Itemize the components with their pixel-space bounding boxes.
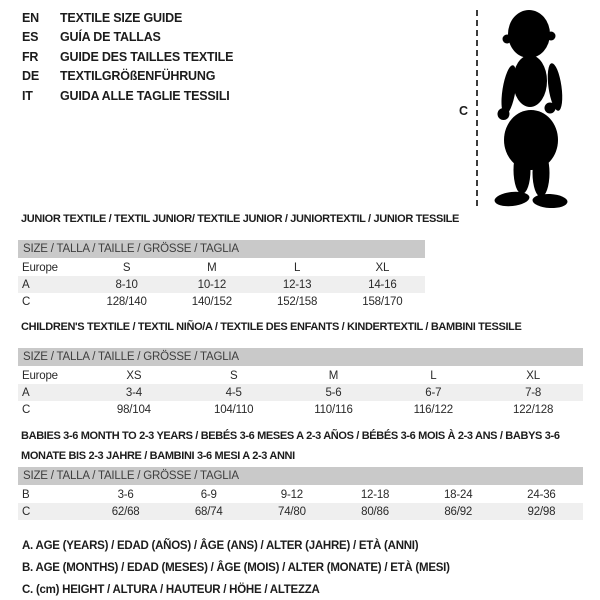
row-label: A [22, 386, 30, 399]
row-label: Europe [22, 369, 58, 382]
row-label: C [22, 403, 31, 416]
language-row [22, 9, 233, 28]
size-value-cell: 68/74 [194, 505, 223, 518]
size-value-cell: 158/170 [362, 295, 403, 308]
guide-title: GUÍA DE TALLAS [60, 30, 161, 45]
baby-left-foot [494, 190, 530, 208]
size-value-cell: 116/122 [413, 403, 453, 416]
size-value-cell: S [122, 261, 131, 274]
size-value-cell: 3-6 [117, 488, 134, 501]
size-value-cell: 7-8 [525, 386, 542, 399]
size-value-cell: 86/92 [444, 505, 473, 518]
size-value-cell: XL [375, 261, 390, 274]
size-value-cell: 122/128 [513, 403, 554, 416]
size-value-cell: 5-6 [325, 386, 342, 399]
language-row [22, 67, 233, 86]
size-value-cell: 80/86 [361, 505, 389, 518]
guide-title: GUIDE DES TAILLES TEXTILE [60, 49, 234, 64]
size-value-cell: 6-7 [425, 386, 442, 399]
language-code: ES [22, 30, 39, 45]
size-value-cell: 92/98 [527, 505, 556, 518]
height-measure-dashed-line [476, 10, 478, 206]
size-value-cell: 12-18 [360, 488, 390, 501]
row-label: Europe [22, 261, 58, 274]
language-row [22, 48, 233, 67]
size-value-cell: 6-9 [200, 488, 217, 501]
size-value-cell: S [229, 369, 238, 382]
size-value-cell: 62/68 [111, 505, 140, 518]
guide-title: TEXTILGRÖßENFÜHRUNG [60, 69, 216, 84]
guide-title: GUIDA ALLE TAGLIE TESSILI [60, 88, 230, 103]
size-value-cell: 3-4 [125, 386, 142, 399]
legend-notes [22, 536, 450, 600]
size-header-bar: SIZE / TALLA / TAILLE / GRÖSSE / TAGLIA [18, 240, 425, 258]
size-table [18, 367, 583, 418]
row-label: C [22, 505, 31, 518]
size-value-cell: L [430, 369, 437, 382]
size-value-cell: 104/110 [214, 403, 254, 416]
language-code: FR [22, 49, 39, 64]
children-size-table [18, 348, 583, 418]
size-value-cell: 12-13 [282, 278, 312, 291]
toddler-silhouette-icon [486, 6, 574, 208]
baby-left-leg [514, 146, 531, 194]
size-value-cell: 24-36 [527, 488, 556, 501]
row-label: C [22, 295, 31, 308]
size-value-cell: 9-12 [280, 488, 303, 501]
size-value-cell: XS [126, 369, 142, 382]
legend-note: A. AGE (YEARS) / EDAD (AÑOS) / ÂGE (ANS) / ALTER (JAHRE) / ETÀ (ANNI) [22, 540, 419, 552]
baby-right-foot [532, 193, 568, 208]
size-value-cell: 4-5 [225, 386, 242, 399]
row-label: A [22, 278, 30, 291]
language-code: IT [22, 88, 33, 103]
size-value-cell: XL [526, 369, 540, 382]
size-value-cell: 98/104 [116, 403, 151, 416]
baby-left-ear [503, 35, 512, 44]
baby-right-hand [545, 103, 556, 114]
size-value-cell: 140/152 [191, 295, 232, 308]
language-row [22, 28, 233, 47]
baby-torso [513, 55, 547, 107]
baby-right-ear [547, 32, 556, 41]
table-row [18, 401, 583, 418]
section-heading-junior: JUNIOR TEXTILE / TEXTIL JUNIOR/ TEXTILE JUNIOR / JUNIORTEXTIL / JUNIOR TESSILE [21, 213, 460, 225]
baby-head [508, 10, 550, 58]
size-value-cell: 18-24 [443, 488, 473, 501]
language-code: DE [22, 69, 39, 84]
size-header-bar: SIZE / TALLA / TAILLE / GRÖSSE / TAGLIA [18, 348, 583, 366]
junior-size-table [18, 240, 425, 310]
size-value-cell: M [207, 261, 217, 274]
table-row [18, 367, 583, 384]
size-value-cell: L [294, 261, 301, 274]
section-heading-babies: BABIES 3-6 MONTH TO 2-3 YEARS / BEBÉS 3-6 MESES A 2-3 AÑOS / BÉBÉS 3-6 MOIS À 2-3 ANS / BABYS 3-6 MONATE BIS 2-3 JAHRE / BAMBINI 3-6 MESI A 2-3 ANNI [21, 430, 560, 462]
size-table [18, 259, 425, 310]
guide-title: TEXTILE SIZE GUIDE [60, 11, 183, 25]
table-row [18, 486, 583, 503]
size-value-cell: 14-16 [368, 278, 397, 291]
row-label: B [22, 488, 30, 501]
size-value-cell: 152/158 [277, 295, 318, 308]
size-value-cell: 128/140 [106, 295, 147, 308]
table-row [18, 276, 425, 293]
table-row [18, 503, 583, 520]
height-measure-label: C [459, 104, 469, 118]
size-value-cell: M [328, 369, 339, 382]
table-row [18, 259, 425, 276]
language-title-list [22, 9, 233, 106]
size-header-bar: SIZE / TALLA / TAILLE / GRÖSSE / TAGLIA [18, 467, 583, 485]
babies-size-table [18, 467, 583, 520]
size-value-cell: 10-12 [197, 278, 227, 291]
baby-right-leg [533, 149, 550, 197]
table-row [18, 384, 583, 401]
language-code: EN [22, 11, 39, 25]
size-value-cell: 74/80 [278, 505, 306, 518]
size-table [18, 486, 583, 520]
size-value-cell: 8-10 [115, 278, 138, 291]
legend-note: C. (cm) HEIGHT / ALTURA / HAUTEUR / HÖHE / ALTEZZA [22, 583, 320, 596]
table-row [18, 293, 425, 310]
legend-note: B. AGE (MONTHS) / EDAD (MESES) / ÂGE (MOIS) / ALTER (MONATE) / ETÀ (MESI) [22, 561, 450, 574]
baby-left-fist [498, 108, 510, 120]
size-value-cell: 110/116 [314, 403, 353, 416]
language-row [22, 87, 233, 106]
baby-shorts [504, 110, 558, 170]
section-heading-children: CHILDREN'S TEXTILE / TEXTIL NIÑO/A / TEXTILE DES ENFANTS / KINDERTEXTIL / BAMBINI TESSILE [21, 321, 522, 333]
